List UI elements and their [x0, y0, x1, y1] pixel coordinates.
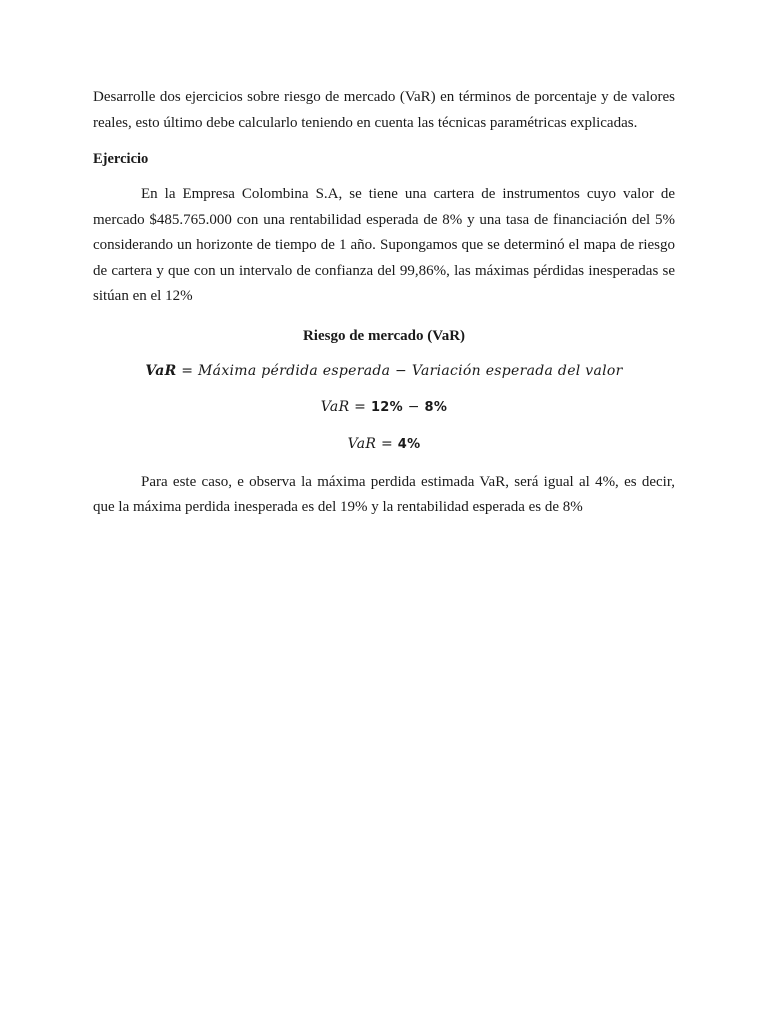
formula1-term1: Máxima pérdida esperada	[198, 362, 391, 379]
intro-paragraph: Desarrolle dos ejercicios sobre riesgo de mercado (VaR) en términos de porcentaje y de valores reales, esto último debe calcularlo teniendo en cuenta las técnicas paramétricas explicadas.	[93, 89, 675, 131]
exercise-paragraph: En la Empresa Colombina S.A, se tiene una cartera de instrumentos cuyo valor de mercado $485.765.000 con una rentabilidad esperada de 8% y una tasa de financiación del 5% considerando un horizonte de tiempo de 1 año. Supongamos que se determinó el mapa de riesgo de cartera y que con un intervalo de confianza del 99,86%, las máximas pérdidas inesperadas se sitúan en el 12%	[93, 186, 675, 304]
formula1-term2: Variación esperada del valor	[411, 362, 623, 379]
formula1-minus: −	[390, 362, 412, 379]
formula3-equals: =	[376, 435, 398, 452]
formula2-b: 8%	[424, 399, 448, 415]
var-result-formula	[93, 433, 675, 456]
formula2-equals: =	[349, 398, 371, 415]
section-title: Riesgo de mercado (VaR)	[302, 327, 466, 344]
formula1-equals: =	[176, 362, 199, 379]
formula3-result: 4%	[397, 436, 421, 452]
formula3-lhs: VaR	[347, 435, 377, 452]
var-substitution-formula	[93, 396, 675, 419]
formula2-minus: −	[402, 398, 425, 415]
exercise-heading: Ejercicio	[93, 151, 149, 167]
document-page	[93, 85, 675, 521]
conclusion-paragraph: Para este caso, e observa la máxima perdida estimada VaR, será igual al 4%, es decir, que la máxima perdida inesperada es del 19% y la rentabilidad esperada es de 8%	[93, 473, 675, 515]
formula1-lhs: VaR	[145, 362, 177, 379]
formula2-a: 12%	[370, 399, 403, 415]
var-definition-formula	[93, 360, 675, 382]
formula2-lhs: VaR	[320, 398, 350, 415]
